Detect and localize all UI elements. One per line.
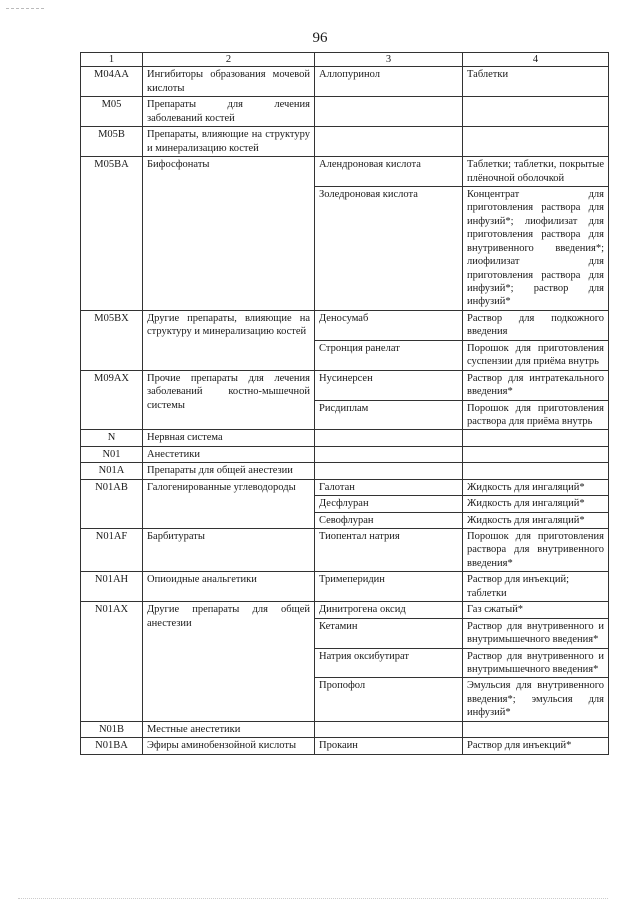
group-name: Эфиры аминобензойной кислоты	[143, 738, 315, 754]
drug-classification-table	[80, 52, 609, 755]
atc-code: M05BA	[81, 157, 143, 311]
dosage-form: Раствор для инъекций; таблетки	[463, 572, 609, 602]
atc-code: N	[81, 430, 143, 446]
drug-name: Тримеперидин	[315, 572, 463, 602]
atc-code: N01AF	[81, 529, 143, 572]
table-header-row	[81, 53, 609, 67]
atc-code: N01BA	[81, 738, 143, 754]
drug-name: Натрия оксибутират	[315, 648, 463, 678]
table-row	[81, 157, 609, 187]
drug-name: Галотан	[315, 479, 463, 495]
drug-name: Деносумаб	[315, 310, 463, 340]
group-name: Барбитураты	[143, 529, 315, 572]
dosage-form: Раствор для внутривенного и внутримышечного введения*	[463, 618, 609, 648]
atc-code: N01AH	[81, 572, 143, 602]
atc-code: N01B	[81, 721, 143, 737]
scan-corner-mark	[6, 8, 44, 9]
drug-name	[315, 127, 463, 157]
dosage-form: Концентрат для приготовления раствора для инфузий*; лиофилизат для приготовления раствора для внутривенного введения*; лиофилизат для приготовления раствора для инфузий*; раствор для инфузий*	[463, 186, 609, 310]
atc-code: N01	[81, 446, 143, 462]
atc-code: N01A	[81, 463, 143, 479]
dosage-form: Порошок для приготовления раствора для приёма внутрь	[463, 400, 609, 430]
table-row	[81, 738, 609, 754]
table-row	[81, 529, 609, 572]
dosage-form: Жидкость для ингаляций*	[463, 479, 609, 495]
group-name: Препараты для общей анестезии	[143, 463, 315, 479]
group-name: Опиоидные анальгетики	[143, 572, 315, 602]
dosage-form: Раствор для внутривенного и внутримышечного введения*	[463, 648, 609, 678]
atc-code: M04AA	[81, 67, 143, 97]
group-name: Другие препараты для общей анестезии	[143, 602, 315, 722]
group-name: Препараты для лечения заболеваний костей	[143, 97, 315, 127]
group-name: Местные анестетики	[143, 721, 315, 737]
dosage-form	[463, 463, 609, 479]
drug-name: Стронция ранелат	[315, 340, 463, 370]
dosage-form	[463, 446, 609, 462]
column-header-4: 4	[463, 53, 609, 67]
group-name: Препараты, влияющие на структуру и минерализацию костей	[143, 127, 315, 157]
drug-name: Пропофол	[315, 678, 463, 721]
table-row	[81, 602, 609, 618]
drug-name: Золедроновая кислота	[315, 186, 463, 310]
drug-name: Аллопуринол	[315, 67, 463, 97]
table-row	[81, 721, 609, 737]
drug-name: Десфлуран	[315, 496, 463, 512]
drug-name: Прокаин	[315, 738, 463, 754]
atc-code: M05BX	[81, 310, 143, 370]
group-name: Бифосфонаты	[143, 157, 315, 311]
atc-code: M05	[81, 97, 143, 127]
column-header-3: 3	[315, 53, 463, 67]
dosage-form: Жидкость для ингаляций*	[463, 496, 609, 512]
dosage-form	[463, 127, 609, 157]
dosage-form: Таблетки	[463, 67, 609, 97]
drug-name: Севофлуран	[315, 512, 463, 528]
table-row	[81, 479, 609, 495]
drug-name: Динитрогена оксид	[315, 602, 463, 618]
drug-name	[315, 446, 463, 462]
dosage-form: Раствор для интратекального введения*	[463, 370, 609, 400]
dosage-form: Таблетки; таблетки, покрытые плёночной оболочкой	[463, 157, 609, 187]
dosage-form: Порошок для приготовления раствора для внутривенного введения*	[463, 529, 609, 572]
dosage-form: Раствор для инъекций*	[463, 738, 609, 754]
table-row	[81, 67, 609, 97]
group-name: Нервная система	[143, 430, 315, 446]
group-name: Другие препараты, влияющие на структуру и минерализацию костей	[143, 310, 315, 370]
drug-name	[315, 463, 463, 479]
drug-name	[315, 97, 463, 127]
group-name: Ингибиторы образования мочевой кислоты	[143, 67, 315, 97]
atc-code: N01AX	[81, 602, 143, 722]
dosage-form	[463, 721, 609, 737]
table-row	[81, 370, 609, 400]
table-row	[81, 463, 609, 479]
table-row	[81, 572, 609, 602]
drug-name	[315, 721, 463, 737]
table-row	[81, 430, 609, 446]
column-header-2: 2	[143, 53, 315, 67]
drug-name: Алендроновая кислота	[315, 157, 463, 187]
dosage-form: Газ сжатый*	[463, 602, 609, 618]
dosage-form: Раствор для подкожного введения	[463, 310, 609, 340]
atc-code: N01AB	[81, 479, 143, 528]
table-row	[81, 97, 609, 127]
dosage-form: Эмульсия для внутривенного введения*; эмульсия для инфузий*	[463, 678, 609, 721]
table-row	[81, 310, 609, 340]
atc-code: M05B	[81, 127, 143, 157]
group-name: Анестетики	[143, 446, 315, 462]
table-row	[81, 446, 609, 462]
table-row	[81, 127, 609, 157]
drug-name	[315, 430, 463, 446]
drug-name: Рисдиплам	[315, 400, 463, 430]
page-number: 96	[312, 30, 328, 46]
dosage-form	[463, 430, 609, 446]
group-name: Прочие препараты для лечения заболеваний костно-мышечной системы	[143, 370, 315, 430]
column-header-1: 1	[81, 53, 143, 67]
drug-name: Нусинерсен	[315, 370, 463, 400]
group-name: Галогенированные углеводороды	[143, 479, 315, 528]
drug-name: Кетамин	[315, 618, 463, 648]
scan-footer-mark	[18, 898, 608, 899]
drug-name: Тиопентал натрия	[315, 529, 463, 572]
dosage-form: Жидкость для ингаляций*	[463, 512, 609, 528]
dosage-form: Порошок для приготовления суспензии для приёма внутрь	[463, 340, 609, 370]
dosage-form	[463, 97, 609, 127]
atc-code: M09AX	[81, 370, 143, 430]
